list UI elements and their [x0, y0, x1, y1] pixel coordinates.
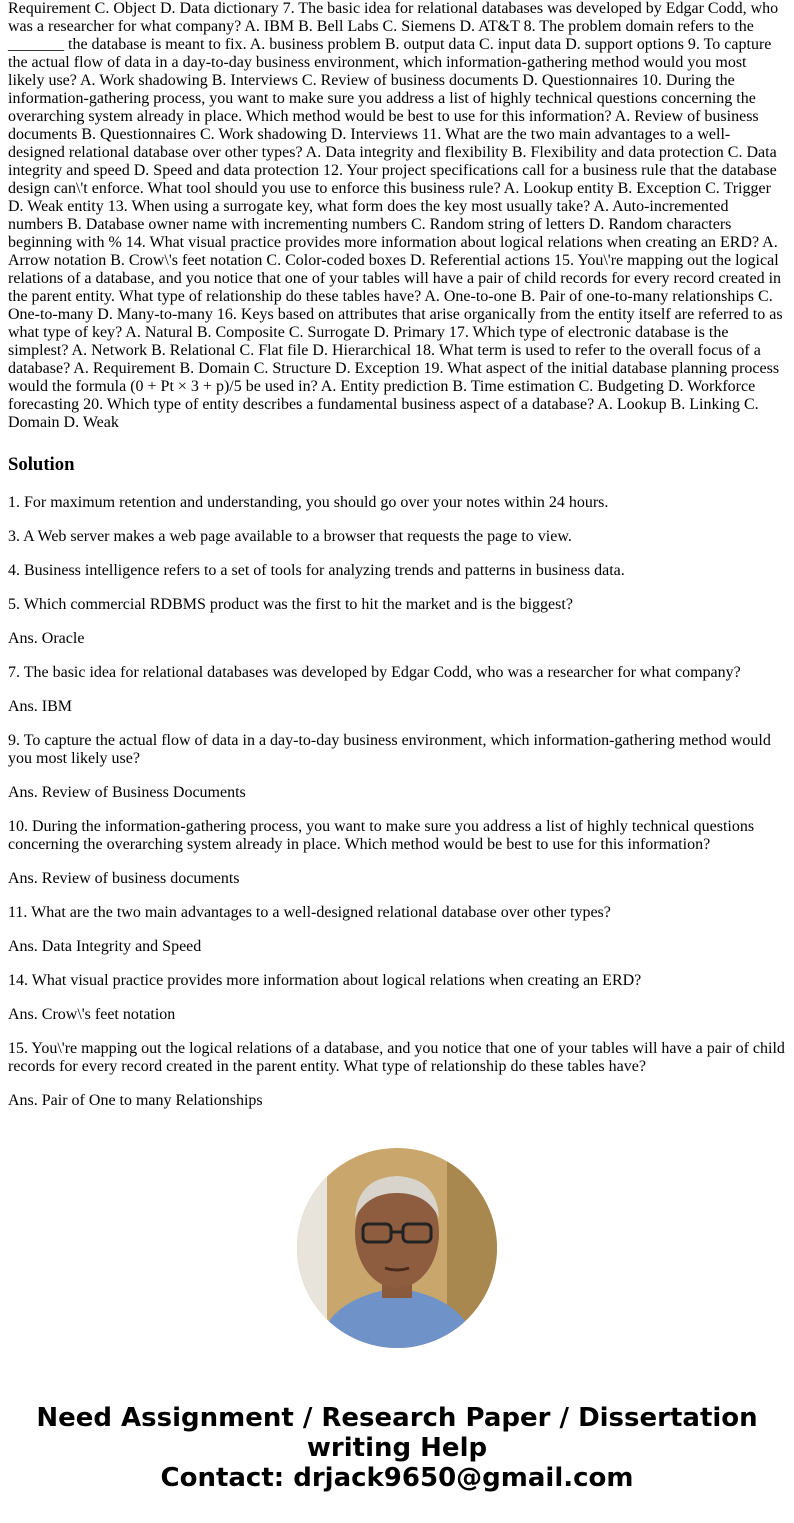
- solution-item: 14. What visual practice provides more information about logical relations when creating an ERD?: [8, 972, 642, 989]
- question-text: Requirement C. Object D. Data dictionary 7. The basic idea for relational databases was developed by Edgar Codd, who was a researcher for what company? A. IBM B. Bell Labs C. Siemens D. AT&T 8. The problem domain refers to the _______ the database is meant to fix. A. business problem B. output data C. input data D. support options 9. To capture the actual flow of data in a day-to-day business environment, which information-gathering method would you most likely use? A. Work shadowing B. Interviews C. Review of business documents D. Questionnaires 10. During the information-gathering process, you want to make sure you address a list of highly technical questions concerning the overarching system already in place. Which method would be best to use for this information? A. Review of business documents B. Questionnaires C. Work shadowing D. Interviews 11. What are the two main advantages to a well-designed relational database over other types? A. Data integrity and flexibility B. Flexibility and data protection C. Data integrity and speed D. Speed and data protection 12. Your project specifications call for a business rule that the database design can\'t enforce. What tool should you use to enforce this business rule? A. Lookup entity B. Exception C. Trigger D. Weak entity 13. When using a surrogate key, what form does the key most usually take? A. Auto-incremented numbers B. Database owner name with incrementing numbers C. Random string of letters D. Random characters beginning with % 14. What visual practice provides more information about logical relations when creating an ERD? A. Arrow notation B. Crow\'s feet notation C. Color-coded boxes D. Referential actions 15. You\'re mapping out the logical relations of a database, and you notice that one of your tables will have a pair of child records for every record created in the parent entity. What type of relationship do these tables have? A. One-to-one B. Pair of one-to-many relationships C. One-to-many D. Many-to-many 16. Keys based on attributes that arise organically from the entity itself are referred to as what type of key? A. Natural B. Composite C. Surrogate D. Primary 17. Which type of electronic database is the simplest? A. Network B. Relational C. Flat file D. Hierarchical 18. What term is used to refer to the overall focus of a database? A. Requirement B. Domain C. Structure D. Exception 19. What aspect of the initial database planning process would the formula (0 + Pt × 3 + p)/5 be used in? A. Entity prediction B. Time estimation C. Budgeting D. Workforce forecasting 20. Which type of entity describes a fundamental business aspect of a database? A. Lookup B. Linking C. Domain D. Weak: [8, 0, 783, 431]
- contact-footer: [0, 1403, 794, 1493]
- solution-item: 4. Business intelligence refers to a set of tools for analyzing trends and patterns in business data.: [8, 562, 625, 579]
- solution-item: 5. Which commercial RDBMS product was the first to hit the market and is the biggest?: [8, 596, 573, 613]
- solution-item: 1. For maximum retention and understanding, you should go over your notes within 24 hours.: [8, 494, 609, 511]
- solution-answer: Ans. Review of Business Documents: [8, 784, 246, 801]
- solution-answer: Ans. IBM: [8, 698, 73, 715]
- solution-answer: Ans. Crow\'s feet notation: [8, 1006, 176, 1023]
- footer-tagline: Need Assignment / Research Paper / Dissertation writing Help: [36, 1403, 758, 1463]
- solution-answer: Ans. Review of business documents: [8, 870, 240, 887]
- solution-list: [8, 494, 786, 1110]
- solution-answer: Ans. Data Integrity and Speed: [8, 938, 202, 955]
- solution-item: 7. The basic idea for relational databases was developed by Edgar Codd, who was a researcher for what company?: [8, 664, 741, 681]
- solution-item: 3. A Web server makes a web page available to a browser that requests the page to view.: [8, 528, 572, 545]
- solution-answer: Ans. Pair of One to many Relationships: [8, 1092, 263, 1109]
- author-avatar: [297, 1148, 497, 1348]
- solution-heading: Solution: [8, 454, 75, 475]
- solution-item: 9. To capture the actual flow of data in a day-to-day business environment, which information-gathering method would you most likely use?: [8, 732, 771, 767]
- solution-item: 11. What are the two main advantages to a well-designed relational database over other types?: [8, 904, 611, 921]
- footer-contact: Contact: drjack9650@gmail.com: [160, 1463, 634, 1493]
- solution-item: 10. During the information-gathering process, you want to make sure you address a list of highly technical questions concerning the overarching system already in place. Which method would be best to use for this information?: [8, 818, 755, 853]
- solution-item: 15. You\'re mapping out the logical relations of a database, and you notice that one of your tables will have a pair of child records for every record created in the parent entity. What type of relationship do these tables have?: [8, 1040, 785, 1075]
- solution-answer: Ans. Oracle: [8, 630, 85, 647]
